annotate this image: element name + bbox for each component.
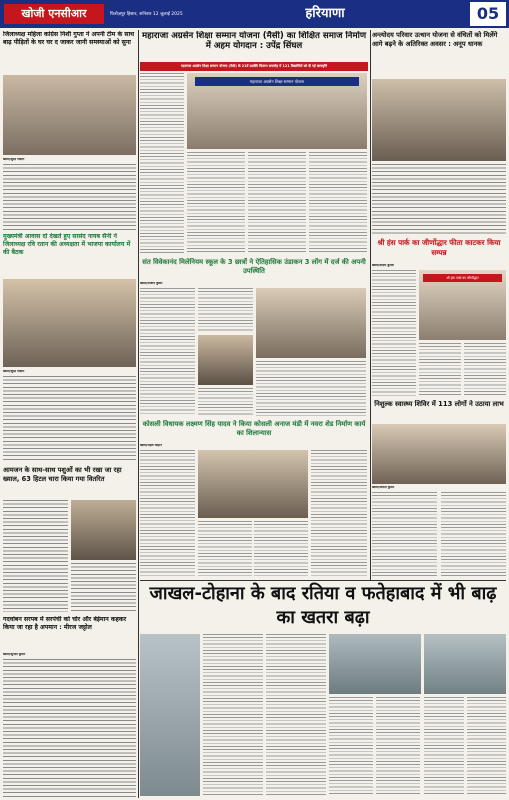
masthead	[0, 0, 509, 28]
body-text	[254, 521, 308, 578]
headline: कोसली विधायक लक्ष्मण सिंह यादव ने किया कोसली अनाज मंडी में नवरा शेड निर्माण कार्य का शिलान्यास	[142, 420, 366, 437]
body-text	[248, 152, 306, 252]
byline: खोजी/सुरेंद्र गोदारा	[3, 158, 25, 161]
body-text	[372, 492, 437, 578]
body-text	[203, 634, 263, 796]
body-text	[3, 659, 136, 797]
body-text	[198, 521, 252, 578]
body-text	[198, 388, 253, 416]
body-text	[372, 164, 506, 234]
headline: श्री हंस पार्क का जीर्णोद्धार फीता काटकर किया सम्पन्न	[377, 238, 501, 257]
section-title: हरियाणा	[305, 6, 345, 21]
body-text	[140, 288, 195, 416]
body-text	[198, 288, 253, 332]
article-a4	[3, 233, 136, 463]
article-a11	[140, 582, 506, 798]
headline: आमजन के साथ-साथ पशुओं का भी रखा जा रहा ख्याल, 63 हिटल चारा किया गया वितरित	[3, 466, 122, 483]
article-a10	[3, 616, 136, 798]
photo	[256, 288, 366, 358]
body-text	[464, 343, 506, 396]
headline: जाखल-टोहाना के बाद रतिया व फतेहाबाद में भी बाढ़ का खतरा बढ़ा	[149, 583, 497, 628]
body-text	[3, 500, 68, 612]
article-a1	[3, 31, 136, 231]
article-a7	[3, 466, 136, 616]
body-text	[140, 450, 195, 578]
photo-flood	[424, 634, 506, 694]
body-text	[372, 270, 416, 396]
body-text	[187, 152, 245, 252]
headline: अन्त्योदय परिवार उत्थान योजना से वंचितों को मिलेंगे आगे बढ़ने के अतिरिक्त अवसर : अनूप धानक	[372, 31, 498, 48]
photo	[198, 450, 308, 518]
body-text	[266, 634, 326, 796]
body-text	[467, 697, 506, 796]
photo	[71, 500, 136, 560]
body-text	[256, 361, 366, 416]
column-rule	[138, 30, 139, 798]
headline: महाराजा अग्रसेन शिक्षा सम्मान योजना (मैसी) का शिक्षित समाज निर्माण में अहम योगदान : उपेंद्र सिंघल	[141, 31, 367, 52]
body-text	[419, 343, 461, 396]
masthead-dateline: फिरोज़पुर हिसार, शनिवार 12 जुलाई 2025	[110, 12, 183, 17]
body-text	[376, 697, 420, 796]
body-text	[3, 164, 136, 230]
photo	[3, 279, 136, 367]
masthead-logo: खोजी एनसीआर	[4, 4, 104, 24]
body-text	[311, 450, 367, 578]
headline: संत विवेकानंद मिलेनियम स्कूल के 3 छात्रों ने ऐतिहासिक उंडाकन 3 लोंग में दर्ज की अपनी उपस्थिति	[142, 258, 366, 275]
headline: मुख्यमंत्री आवास दो देखते हुए सासंद नायब सैनी ने जिलाध्यक्ष रवि रतान की अध्यक्षता में भाजपा कार्यालय में की बैठक	[3, 233, 131, 256]
headline: गदवांबन सरपब में सरपंची को चोर और बेईमान कहकर किया जा रहा है अपमान : मीरज जट्टोल	[3, 616, 127, 631]
byline: खोजी/संदीप कुमार	[372, 264, 394, 267]
article-a5	[140, 258, 368, 418]
byline: खोजी/राजीव कुमार	[140, 282, 163, 285]
photo	[419, 270, 506, 340]
sub-headline: महाराजा अग्रसेन शिक्षा सम्मान योजना (मैसी) के 21वें प्रशस्ति वितरण समारोह में 121 विद्यार्थियों को दी गई छात्रवृत्ति	[140, 62, 368, 71]
page-number: 05	[470, 2, 506, 26]
headline: निशुल्क स्वास्थ्य शिविर में 113 लोगों ने उठाया लाभ	[374, 400, 504, 408]
body-text	[424, 697, 464, 796]
photo	[198, 335, 253, 385]
photo	[372, 79, 506, 161]
body-text	[71, 563, 136, 612]
photo-flood	[329, 634, 421, 694]
body-text	[441, 492, 506, 578]
photo-banner: महाराजा अग्रसेन शिक्षा सम्मान योजना	[195, 77, 359, 86]
byline: खोजी/सुरेंद्र गोदारा	[3, 370, 25, 373]
photo	[3, 75, 136, 155]
article-a8	[140, 420, 368, 580]
headline: जिलाध्यक्ष महिला कांग्रेस निशी गुप्ता ने अपनी टीम के साथ बाढ़ पीड़ितों के घर घर द जाकर जानी समस्याओं को सुना	[3, 31, 135, 46]
body-text	[3, 376, 136, 461]
article-a6	[372, 238, 506, 398]
photo	[187, 73, 367, 149]
photo-flood	[140, 634, 200, 796]
column-rule	[370, 30, 371, 580]
byline: खोजी/सुनील कुमार	[3, 653, 26, 656]
photo-banner: श्री हंस पार्क का जीर्णोद्धार	[423, 274, 502, 282]
article-a2	[140, 31, 368, 256]
body-text	[309, 152, 367, 252]
article-a9	[372, 400, 506, 580]
byline: खोजी/महेश चौहान	[140, 444, 162, 447]
body-text	[329, 697, 373, 796]
section-rule	[140, 580, 506, 581]
article-a3	[372, 31, 506, 236]
photo	[372, 424, 506, 484]
byline: खोजी/विनोद कुमार	[372, 486, 395, 489]
body-text	[140, 73, 184, 253]
